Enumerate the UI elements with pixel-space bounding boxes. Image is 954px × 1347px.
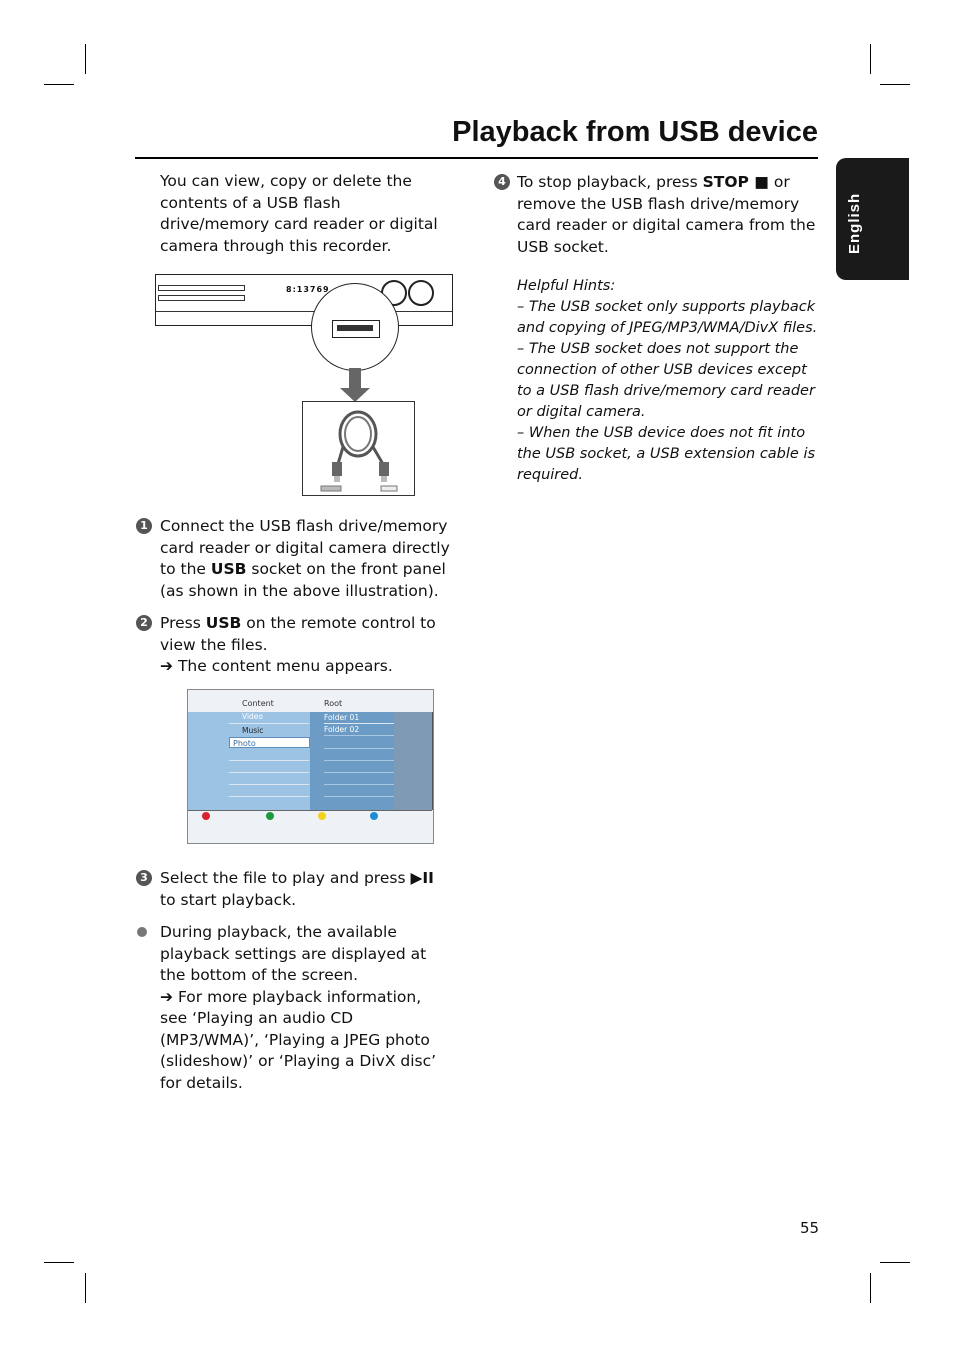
title-rule [135, 157, 818, 159]
menu-body [188, 712, 433, 810]
down-arrow-icon [349, 368, 361, 390]
hints-heading: Helpful Hints: [517, 278, 616, 294]
menu-divider [324, 784, 394, 785]
crop-mark [44, 1262, 74, 1263]
menu-divider [324, 748, 394, 749]
green-button-icon [266, 812, 274, 820]
disc-tray [158, 285, 245, 291]
menu-divider [229, 796, 309, 797]
red-button-icon [202, 812, 210, 820]
language-tab [836, 158, 909, 280]
usb-socket-zoom [311, 283, 399, 371]
step-number: 3 [136, 870, 152, 886]
arrow-icon: ➔ [160, 657, 173, 675]
down-arrow-icon [340, 388, 370, 402]
step-text: Select the file to play and press ▶II to start playback. [160, 869, 434, 909]
panel-edge [156, 311, 452, 312]
intro-text: You can view, copy or delete the contents of a USB flash drive/memory card reader or digital camera through this recorder. [160, 172, 438, 255]
crop-mark [870, 44, 871, 74]
arrow-icon: ➔ [160, 987, 173, 1006]
menu-divider [324, 772, 394, 773]
menu-item-selected: Photo [229, 737, 310, 748]
crop-mark [880, 84, 910, 85]
panel-knob [408, 280, 434, 306]
menu-header [188, 690, 433, 712]
step-text: Connect the USB flash drive/memory card reader or digital camera directly to the USB socket on the front panel (as shown in the above illustration). [160, 517, 450, 600]
blue-button-icon [370, 812, 378, 820]
menu-divider [229, 723, 309, 724]
preview-column [394, 712, 433, 810]
crop-mark [880, 1262, 910, 1263]
helpful-hints [517, 276, 822, 486]
menu-divider [229, 760, 309, 761]
hint-item: – The USB socket does not support the connection of other USB devices except to a USB flash drive/memory card reader or digital camera. [517, 341, 815, 420]
yellow-button-icon [318, 812, 326, 820]
crop-mark [870, 1273, 871, 1303]
step-number: 4 [494, 174, 510, 190]
menu-col-header: Root [324, 699, 343, 708]
menu-divider [229, 772, 309, 773]
step-text: Press USB on the remote control to view the files. ➔ The content menu appears. [160, 614, 436, 675]
menu-divider [324, 735, 394, 736]
content-column [188, 712, 310, 810]
menu-item: Music [242, 726, 264, 735]
menu-col-header: Content [242, 699, 274, 708]
menu-divider [324, 796, 394, 797]
folder-item: Folder 01 [324, 713, 360, 722]
menu-item: Video [242, 712, 264, 721]
menu-divider [188, 810, 432, 811]
bullet-icon [137, 927, 147, 937]
folder-item: Folder 02 [324, 725, 360, 734]
usb-cable-icon [303, 402, 414, 495]
root-column [310, 712, 394, 810]
hint-item: – The USB socket only supports playback and copying of JPEG/MP3/WMA/DivX files. [517, 299, 818, 336]
usb-socket-icon [332, 320, 380, 338]
step-number: 2 [136, 615, 152, 631]
hint-item: – When the USB device does not fit into the USB socket, a USB extension cable is required. [517, 425, 816, 483]
menu-divider [229, 784, 309, 785]
disc-tray [158, 295, 245, 301]
step-number: 1 [136, 518, 152, 534]
content-menu-screenshot [187, 689, 434, 844]
language-tab-label: English [846, 192, 863, 254]
bullet-text: During playback, the available playback settings are displayed at the bottom of the screen. ➔ For more playback information, see ‘Playing an audio CD (MP3/WMA)’, ‘Playing a JPEG photo (slideshow)’ or ‘Playing a DivX disc’ for details. [160, 923, 437, 1092]
recorder-front-panel [155, 274, 453, 326]
crop-mark [85, 1273, 86, 1303]
page-title: Playback from USB device [452, 116, 818, 148]
usb-cable-illustration [302, 401, 415, 496]
crop-mark [85, 44, 86, 74]
menu-divider [324, 760, 394, 761]
panel-display: 8:13769 [286, 285, 330, 294]
step-text: To stop playback, press STOP ■ or remove the USB flash drive/memory card reader or digital camera from the USB socket. [517, 173, 816, 256]
crop-mark [44, 84, 74, 85]
page-number: 55 [800, 1219, 820, 1237]
